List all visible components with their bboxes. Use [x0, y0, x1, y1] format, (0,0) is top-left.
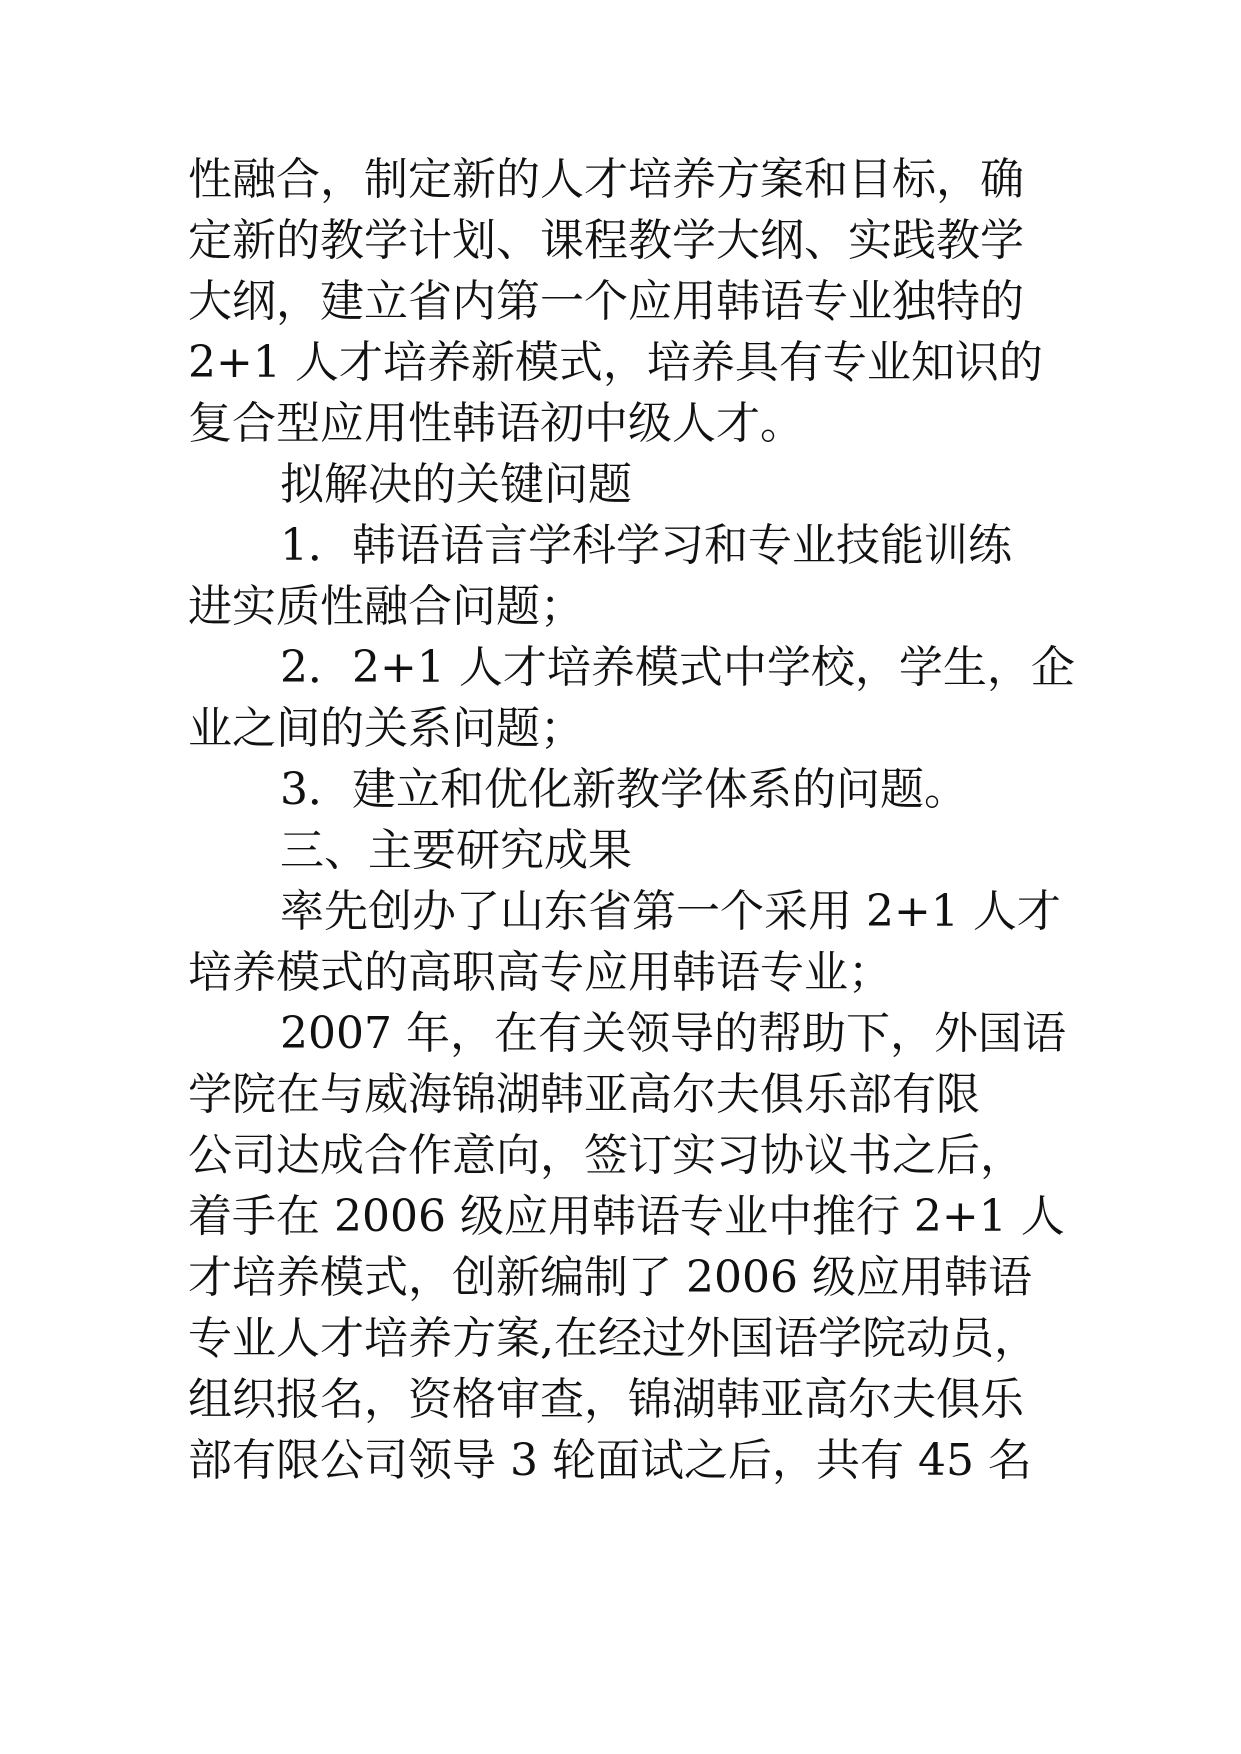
paragraph-line-7: 才培养模式，创新编制了 2006 级应用韩语: [188, 1252, 1032, 1303]
paragraph-line-6: 着手在 2006 级应用韩语专业中推行 2+1 人: [188, 1191, 1065, 1242]
paragraph-line-1: 率先创办了山东省第一个采用 2+1 人才: [280, 886, 1061, 937]
paragraph-line-5: 公司达成合作意向，签订实习协议书之后，: [188, 1130, 1024, 1181]
text-line-4: 2+1 人才培养新模式，培养具有专业知识的: [188, 337, 1043, 388]
paragraph-line-10: 部有限公司领导 3 轮面试之后，共有 45 名: [188, 1435, 1032, 1486]
text-line-2: 定新的教学计划、课程教学大纲、实践教学: [188, 215, 1024, 266]
list-item-3: 3．建立和优化新教学体系的问题。: [280, 764, 968, 815]
paragraph-line-8: 专业人才培养方案,在经过外国语学院动员，: [188, 1313, 1038, 1364]
paragraph-line-2: 培养模式的高职高专应用韩语专业；: [188, 947, 892, 998]
section-heading-key-issues: 拟解决的关键问题: [280, 459, 632, 510]
list-item-2: 2．2+1 人才培养模式中学校，学生，企: [280, 642, 1075, 693]
text-line-1: 性融合，制定新的人才培养方案和目标，确: [188, 154, 1024, 205]
paragraph-line-4: 学院在与威海锦湖韩亚高尔夫俱乐部有限: [188, 1069, 980, 1120]
list-item-1-cont: 进实质性融合问题；: [188, 581, 584, 632]
paragraph-line-9: 组织报名，资格审查，锦湖韩亚高尔夫俱乐: [188, 1374, 1024, 1425]
list-item-1: 1．韩语语言学科学习和专业技能训练: [280, 520, 1012, 571]
list-item-2-cont: 业之间的关系问题；: [188, 703, 584, 754]
text-line-3: 大纲，建立省内第一个应用韩语专业独特的: [188, 276, 1024, 327]
paragraph-line-3: 2007 年，在有关领导的帮助下，外国语: [280, 1008, 1066, 1059]
text-line-5: 复合型应用性韩语初中级人才。: [188, 398, 804, 449]
section-heading-results: 三、主要研究成果: [280, 825, 632, 876]
